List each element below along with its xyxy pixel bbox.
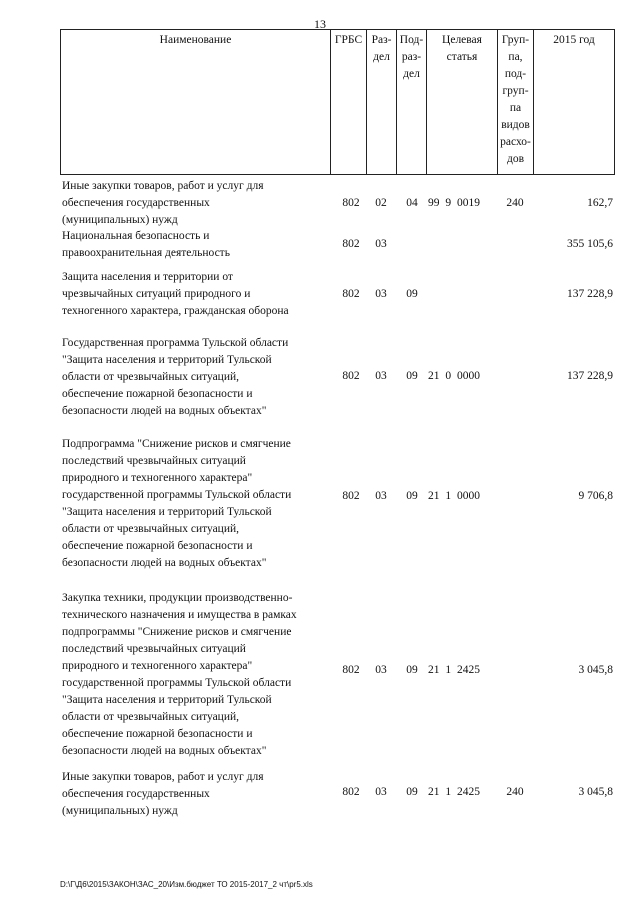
- header-podrazdel: Под- раз- дел: [397, 30, 427, 175]
- row-amount: 3 045,8: [578, 786, 613, 798]
- row-razdel: 02: [375, 197, 387, 209]
- header-group: Груп- па, под- груп- па видов расхо- дов: [498, 30, 534, 175]
- row-name: Защита населения и территории от чрезвычайных ситуаций природного и техногенного характера, гражданская оборона: [62, 271, 289, 317]
- row-name: Национальная безопасность и правоохранительная деятельность: [62, 230, 230, 259]
- row-amount: 3 045,8: [578, 664, 613, 676]
- header-grbs: ГРБС: [331, 30, 367, 175]
- row-amount: 162,7: [587, 197, 613, 209]
- row-razdel: 03: [375, 664, 387, 676]
- row-amount: 9 706,8: [578, 490, 613, 502]
- row-amount: 137 228,9: [567, 288, 613, 300]
- row-podrazdel: 09: [406, 664, 418, 676]
- row-target: 21 1 2425: [428, 664, 480, 676]
- row-grbs: 802: [342, 786, 360, 798]
- row-group: 240: [506, 786, 524, 798]
- row-target: 21 1 0000: [428, 490, 480, 502]
- row-grbs: 802: [342, 664, 360, 676]
- page-number: 13: [314, 17, 326, 31]
- row-podrazdel: 09: [406, 288, 418, 300]
- row-razdel: 03: [375, 288, 387, 300]
- row-grbs: 802: [342, 288, 360, 300]
- row-podrazdel: 04: [406, 197, 418, 209]
- row-grbs: 802: [342, 238, 360, 250]
- row-razdel: 03: [375, 370, 387, 382]
- row-group: 240: [506, 197, 524, 209]
- row-name: Иные закупки товаров, работ и услуг для обеспечения государственных (муниципальных) нужд: [62, 771, 264, 817]
- row-target: 21 0 0000: [428, 370, 480, 382]
- row-podrazdel: 09: [406, 786, 418, 798]
- row-razdel: 03: [375, 786, 387, 798]
- row-grbs: 802: [342, 197, 360, 209]
- table-header: [60, 29, 615, 175]
- row-podrazdel: 09: [406, 490, 418, 502]
- row-grbs: 802: [342, 490, 360, 502]
- row-razdel: 03: [375, 490, 387, 502]
- header-year: 2015 год: [534, 30, 615, 175]
- row-podrazdel: 09: [406, 370, 418, 382]
- row-target: 99 9 0019: [428, 197, 480, 209]
- row-amount: 355 105,6: [567, 238, 613, 250]
- row-amount: 137 228,9: [567, 370, 613, 382]
- row-razdel: 03: [375, 238, 387, 250]
- row-name: Иные закупки товаров, работ и услуг для обеспечения государственных (муниципальных) нужд: [62, 180, 264, 226]
- header-name: Наименование: [61, 30, 331, 175]
- row-grbs: 802: [342, 370, 360, 382]
- row-name: Закупка техники, продукции производственно- технического назначения и имущества в рамках подпрограммы "Снижение рисков и смягчение последствий чрезвычайных ситуаций природного и техногенного характера" государственной программы Тульской области "Защита населения и территорий Тульской области от чрезвычайных ситуаций, обеспечение пожарной безопасности и безопасности людей на водных объектах": [62, 592, 297, 757]
- footer-file-path: D:\Г\Д6\2015\ЗАКОН\ЗАС_20\Изм.бюджет ТО 2015-2017_2 чт\pr5.xls: [60, 880, 313, 889]
- header-razdel: Раз- дел: [367, 30, 397, 175]
- header-target: Целевая статья: [427, 30, 498, 175]
- row-name: Подпрограмма "Снижение рисков и смягчение последствий чрезвычайных ситуаций природного и техногенного характера" государственной программы Тульской области "Защита населения и территорий Тульской области от чрезвычайных ситуаций, обеспечение пожарной безопасности и безопасности людей на водных объектах": [62, 438, 292, 569]
- row-target: 21 1 2425: [428, 786, 480, 798]
- row-name: Государственная программа Тульской области "Защита населения и территорий Тульской области от чрезвычайных ситуаций, обеспечение пожарной безопасности и безопасности людей на водных объектах": [62, 337, 289, 417]
